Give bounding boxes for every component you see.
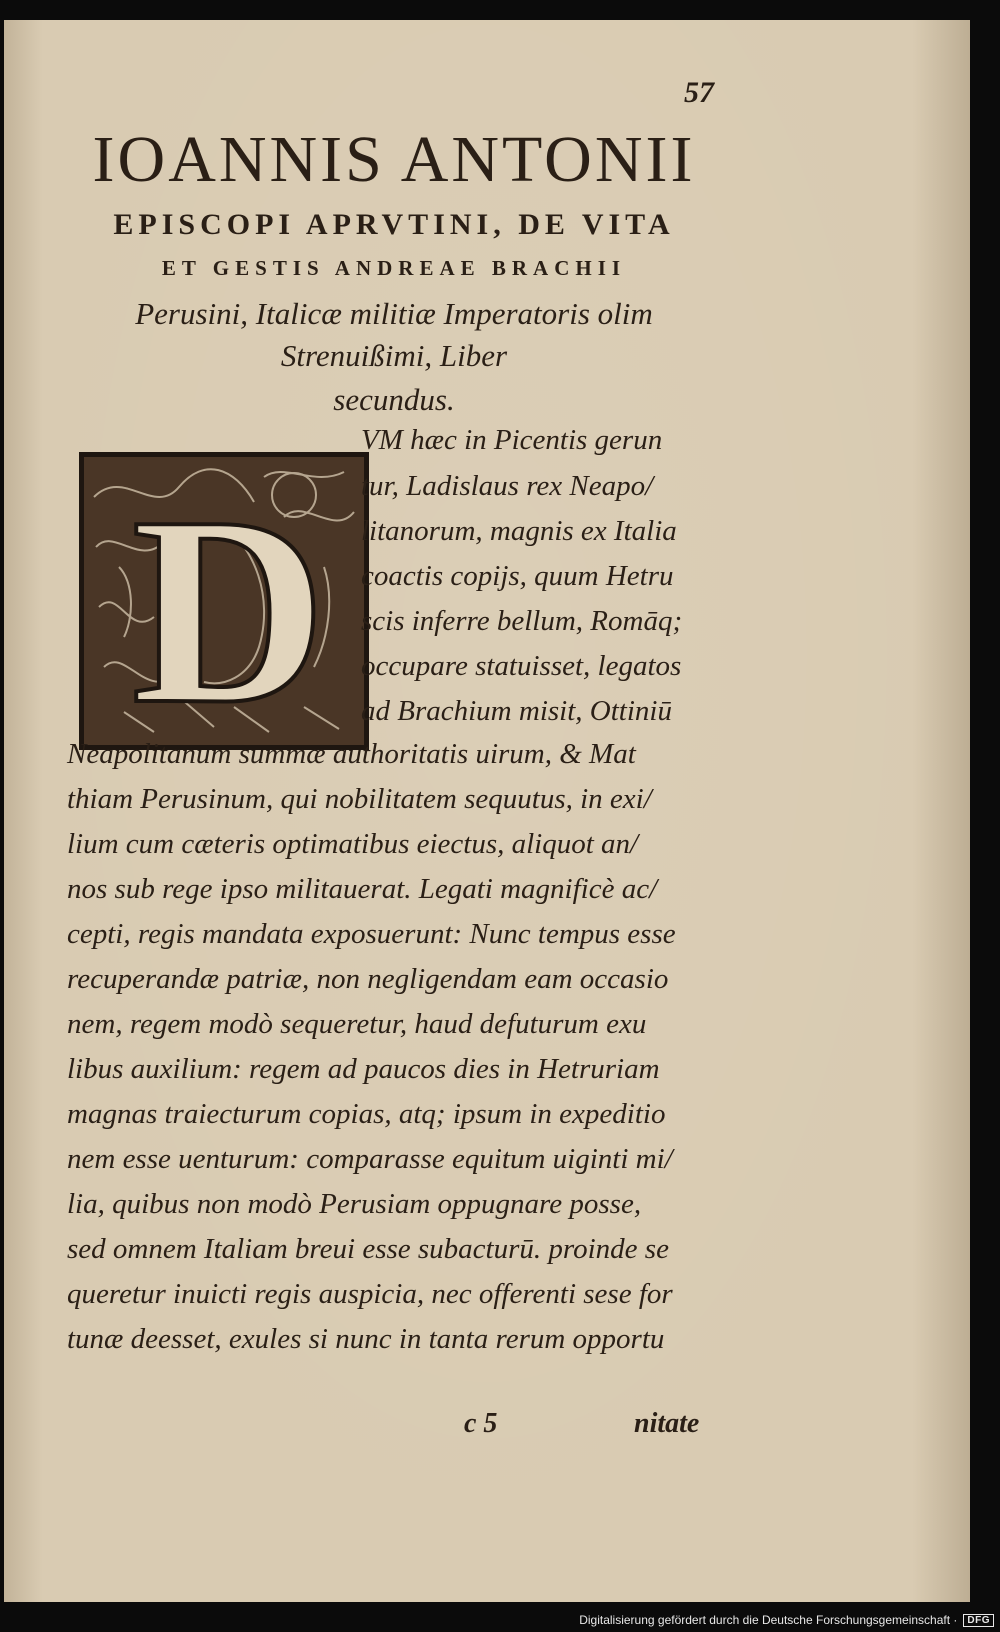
body-line: litanorum, magnis ex Italia xyxy=(361,515,677,547)
body-line: nem esse uenturum: comparasse equitum uiginti mi/ xyxy=(67,1143,673,1175)
body-line: recuperandæ patriæ, non negligendam eam occasio xyxy=(67,963,669,995)
catchword: nitate xyxy=(634,1408,700,1439)
book-page xyxy=(4,20,970,1602)
woodcut-illustration xyxy=(84,457,364,745)
body-line: magnas traiecturum copias, atq; ipsum in expeditio xyxy=(67,1098,666,1130)
body-line: nos sub rege ipso militauerat. Legati magnificè ac/ xyxy=(67,873,658,905)
heading-line-6: secundus. xyxy=(333,382,455,417)
heading-line-1: IOANNIS ANTONII xyxy=(92,123,696,196)
body-line: cepti, regis mandata exposuerunt: Nunc tempus esse xyxy=(67,918,676,950)
body-line: scis inferre bellum, Romāq; xyxy=(361,605,683,637)
body-line: lia, quibus non modò Perusiam oppugnare posse, xyxy=(67,1188,642,1220)
heading-line-3: ET GESTIS ANDREAE BRACHII xyxy=(161,256,627,280)
body-line: VM hæc in Picentis gerun xyxy=(361,424,663,456)
body-line: coactis copijs, quum Hetru xyxy=(361,560,674,592)
body-line: lium cum cæteris optimatibus eiectus, aliquot an/ xyxy=(67,828,639,860)
dfg-logo: DFG xyxy=(963,1614,994,1627)
body-line: occupare statuisset, legatos xyxy=(361,650,682,682)
body-line: queretur inuicti regis auspicia, nec offerenti sese for xyxy=(67,1278,673,1310)
body-line: nem, regem modò sequeretur, haud defuturum exu xyxy=(67,1008,647,1040)
heading-line-2: EPISCOPI APRVTINI, DE VITA xyxy=(113,208,675,241)
body-line: tunæ deesset, exules si nunc in tanta rerum opportu xyxy=(67,1323,665,1355)
body-line: ad Brachium misit, Ottiniū xyxy=(361,695,672,727)
initial-letter: D xyxy=(131,461,327,745)
body-line: thiam Perusinum, qui nobilitatem sequutus, in exi/ xyxy=(67,783,652,815)
body-line: tur, Ladislaus rex Neapo/ xyxy=(361,470,654,502)
credit-text: Digitalisierung gefördert durch die Deutsche Forschungsgemeinschaft · xyxy=(579,1613,958,1627)
digitization-credit xyxy=(579,1613,994,1627)
signature-mark: c 5 xyxy=(464,1408,498,1439)
decorated-initial xyxy=(79,452,369,750)
heading-line-4: Perusini, Italicæ militiæ Imperatoris olim xyxy=(135,296,653,331)
page-number: 57 xyxy=(684,76,714,109)
body-line: libus auxilium: regem ad paucos dies in Hetruriam xyxy=(67,1053,660,1085)
body-line: sed omnem Italiam breui esse subacturū. proinde se xyxy=(67,1233,669,1265)
footer-bar xyxy=(0,1602,1000,1632)
body-line: Neapolitanum summæ authoritatis uirum, & Mat xyxy=(67,738,636,770)
heading-line-5: Strenuißimi, Liber xyxy=(280,338,508,373)
